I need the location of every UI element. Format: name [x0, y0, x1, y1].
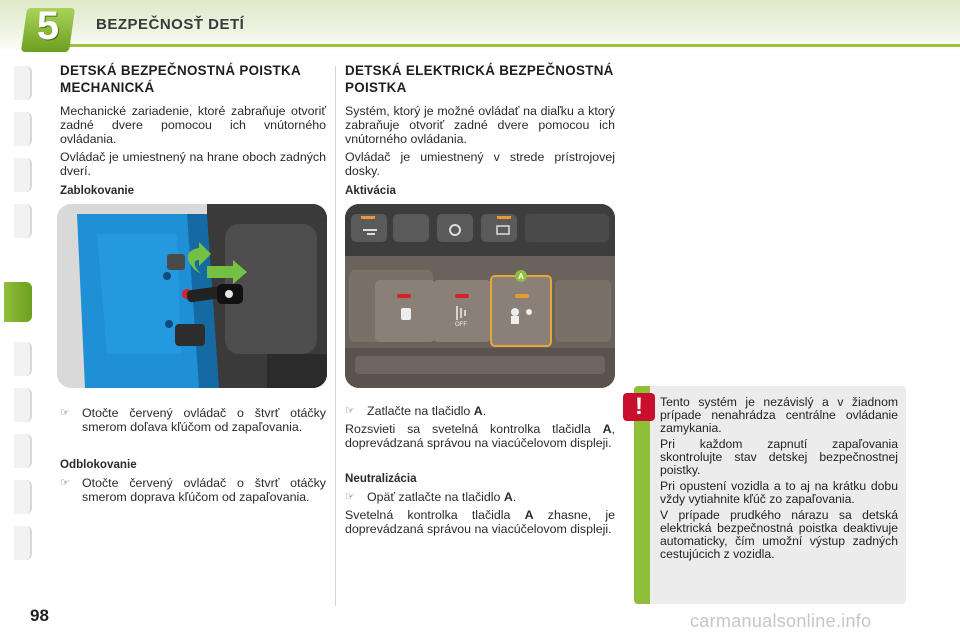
lock-step [60, 406, 326, 434]
page-number: 98 [30, 606, 49, 625]
dashboard-illustration [345, 204, 615, 388]
chapter-tab[interactable] [14, 388, 32, 422]
intro-paragraph: Mechanické zariadenie, ktoré zabraňuje otvoriť zadné dvere pomocou ich vnútorného ovládania. [60, 104, 326, 146]
neutral-step [345, 490, 615, 504]
chapter-tab[interactable] [14, 342, 32, 376]
warning-paragraph: Pri opustení vozidla a to aj na krátku dobu vždy vytiahnite kľúč zo zapaľovania. [660, 479, 898, 506]
chapter-tab[interactable] [14, 434, 32, 468]
warning-icon: ! [623, 393, 655, 421]
neutral-step-text: Opäť zatlačte na tlačidlo A. [367, 490, 517, 504]
page-title: BEZPEČNOSŤ DETÍ [96, 16, 245, 33]
warning-paragraph: Pri každom zapnutí zapaľovania skontrolujte stav detskej bezpečnostnej poistky. [660, 437, 898, 477]
chapter-tab[interactable] [14, 204, 32, 238]
activation-step-text: Zatlačte na tlačidlo A. [367, 404, 487, 418]
intro-paragraph: Systém, ktorý je možné ovládať na diaľku a ktorý zabraňuje otvoriť zadné dvere pomocou ich vnútorného ovládania. [345, 104, 615, 146]
lock-instructions [60, 402, 326, 504]
pointer-icon: ☞ [60, 407, 70, 419]
off-label: OFF [455, 322, 467, 328]
dashboard-photo [345, 204, 615, 388]
pointer-icon: ☞ [345, 491, 355, 503]
electric-lock-section [345, 62, 615, 198]
button-a-label: A [518, 272, 524, 281]
chapter-tab[interactable] [14, 480, 32, 514]
column-divider [335, 66, 336, 606]
chapter-number: 5 [36, 4, 60, 48]
chapter-tab[interactable] [14, 158, 32, 192]
neutral-note: Svetelná kontrolka tlačidla A zhasne, je doprevádzaná správou na viacúčelovom displeji. [345, 508, 615, 536]
header-rule [60, 44, 960, 47]
chapter-tab[interactable] [14, 526, 32, 560]
mechanical-lock-section [60, 62, 326, 198]
activation-step [345, 404, 615, 418]
unlock-heading: Odblokovanie [60, 458, 137, 471]
door-lock-illustration [57, 204, 327, 388]
unlock-step [60, 476, 326, 504]
lock-step-text: Otočte červený ovládač o štvrť otáčky smerom doľava kľúčom od zapaľovania. [82, 406, 326, 434]
activation-note: Rozsvieti sa svetelná kontrolka tlačidla A, doprevádzaná správou na viacúčelovom displeji. [345, 422, 615, 450]
location-paragraph: Ovládač je umiestnený na hrane oboch zadných dverí. [60, 150, 326, 178]
watermark: carmanualsonline.info [690, 611, 872, 631]
section-heading: DETSKÁ BEZPEČNOSTNÁ POISTKA MECHANICKÁ [60, 63, 301, 95]
pointer-icon: ☞ [60, 477, 70, 489]
warning-paragraph: V prípade prudkého nárazu sa detská elektrická bezpečnostná poistka deaktivuje automaticky, čím umožní výstup zadných cestujúcich z vozidla. [660, 508, 898, 561]
warning-text [660, 396, 898, 564]
section-heading: DETSKÁ ELEKTRICKÁ BEZPEČNOSTNÁ POISTKA [345, 63, 614, 95]
door-lock-photo [57, 204, 327, 388]
lock-heading: Zablokovanie [60, 184, 135, 197]
activation-heading: Aktivácia [345, 184, 396, 197]
neutral-heading: Neutralizácia [345, 472, 417, 485]
pointer-icon: ☞ [345, 405, 355, 417]
chapter-tab-active[interactable] [4, 282, 32, 322]
unlock-step-text: Otočte červený ovládač o štvrť otáčky smerom doprava kľúčom od zapaľovania. [82, 476, 326, 504]
activation-instructions [345, 400, 615, 536]
chapter-tab[interactable] [14, 112, 32, 146]
warning-paragraph: Tento systém je nezávislý a v žiadnom prípade nenahrádza centrálne ovládanie zamykania. [660, 395, 898, 435]
location-paragraph: Ovládač je umiestnený v strede prístrojovej dosky. [345, 150, 615, 178]
chapter-tab[interactable] [14, 66, 32, 100]
